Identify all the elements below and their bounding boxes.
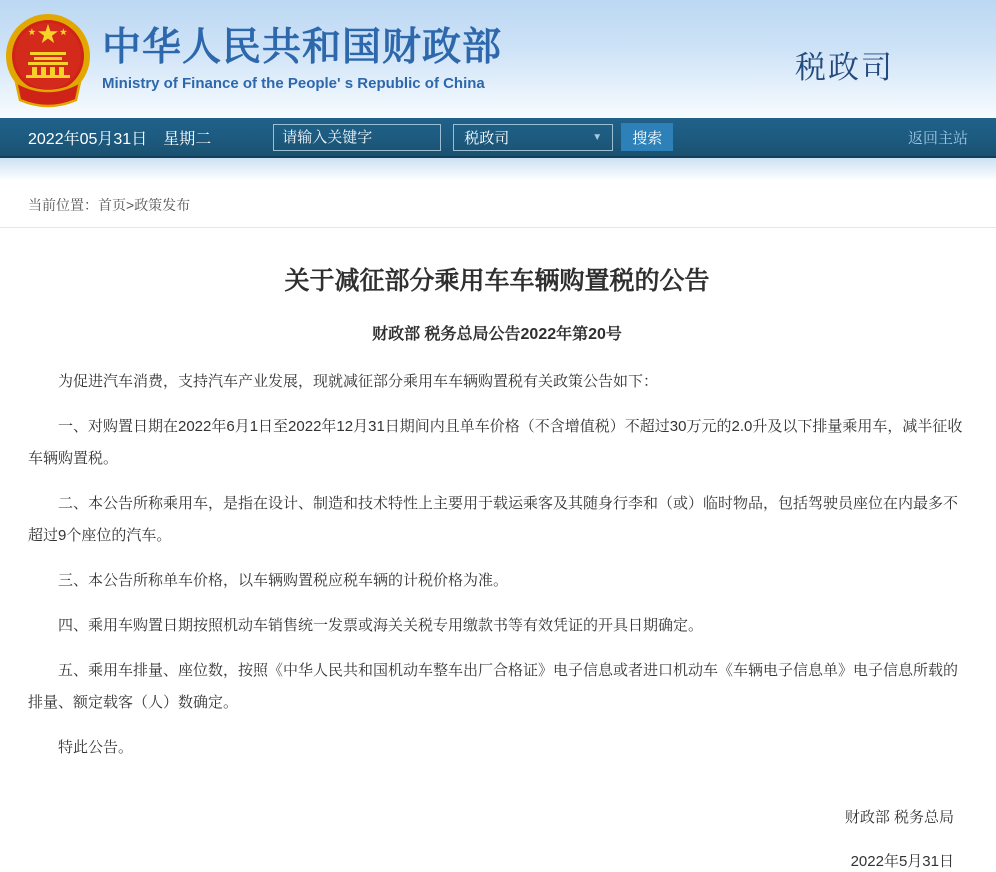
paragraph: 一、对购置日期在2022年6月1日至2022年12月31日期间内且单车价格（不含增值税）不超过30万元的2.0升及以下排量乘用车，减半征收车辆购置税。 — [28, 418, 963, 467]
brand-text — [102, 26, 502, 92]
doc-number: 财政部 税务总局公告2022年第20号 — [372, 326, 622, 343]
paragraph: 为促进汽车消费，支持汽车产业发展，现就减征部分乘用车车辆购置税有关政策公告如下： — [58, 373, 659, 390]
site-subtitle: Ministry of Finance of the People' s Republic of China — [102, 74, 485, 92]
paragraph: 五、乘用车排量、座位数，按照《中华人民共和国机动车整车出厂合格证》电子信息或者进口机动车《车辆电子信息单》电子信息所载的排量、额定载客（人）数确定。 — [28, 662, 959, 711]
paragraph: 三、本公告所称单车价格，以车辆购置税应税车辆的计税价格为准。 — [58, 572, 509, 589]
navbar — [0, 118, 996, 158]
signature-org: 财政部 税务总局 — [844, 809, 954, 826]
signature-date: 2022年5月31日 — [850, 853, 954, 870]
page-title: 关于减征部分乘用车车辆购置税的公告 — [284, 267, 710, 295]
department-title: 税政司 — [795, 50, 894, 85]
chevron-down-icon: ▼ — [592, 131, 603, 143]
site-header — [0, 0, 996, 118]
category-select[interactable] — [453, 124, 613, 151]
breadcrumb — [0, 180, 996, 227]
breadcrumb-separator: > — [126, 197, 135, 213]
national-emblem-icon — [4, 12, 92, 108]
category-select-value: 税政司 — [464, 129, 510, 147]
breadcrumb-section-link[interactable]: 政策发布 — [134, 197, 191, 213]
paragraph: 四、乘用车购置日期按照机动车销售统一发票或海关关税专用缴款书等有效凭证的开具日期确定。 — [58, 617, 704, 634]
search-button[interactable]: 搜索 — [621, 123, 673, 151]
announcement-article — [0, 261, 996, 872]
paragraph: 二、本公告所称乘用车，是指在设计、制造和技术特性上主要用于载运乘客及其随身行李和（或）临时物品，包括驾驶员座位在内最多不超过9个座位的汽车。 — [28, 495, 959, 544]
brand — [0, 10, 502, 108]
nav-date: 2022年05月31日 星期二 — [28, 130, 212, 148]
site-title: 中华人民共和国财政部 — [102, 26, 503, 70]
search-input[interactable] — [273, 124, 441, 151]
breadcrumb-label: 当前位置： — [28, 197, 98, 213]
signoff — [28, 808, 966, 872]
paragraph: 特此公告。 — [58, 739, 134, 756]
breadcrumb-home-link[interactable]: 首页 — [98, 197, 126, 213]
paragraph-list — [28, 366, 966, 764]
return-home-link[interactable]: 返回主站 — [907, 129, 968, 147]
divider — [0, 227, 996, 228]
sky-band — [0, 158, 996, 180]
